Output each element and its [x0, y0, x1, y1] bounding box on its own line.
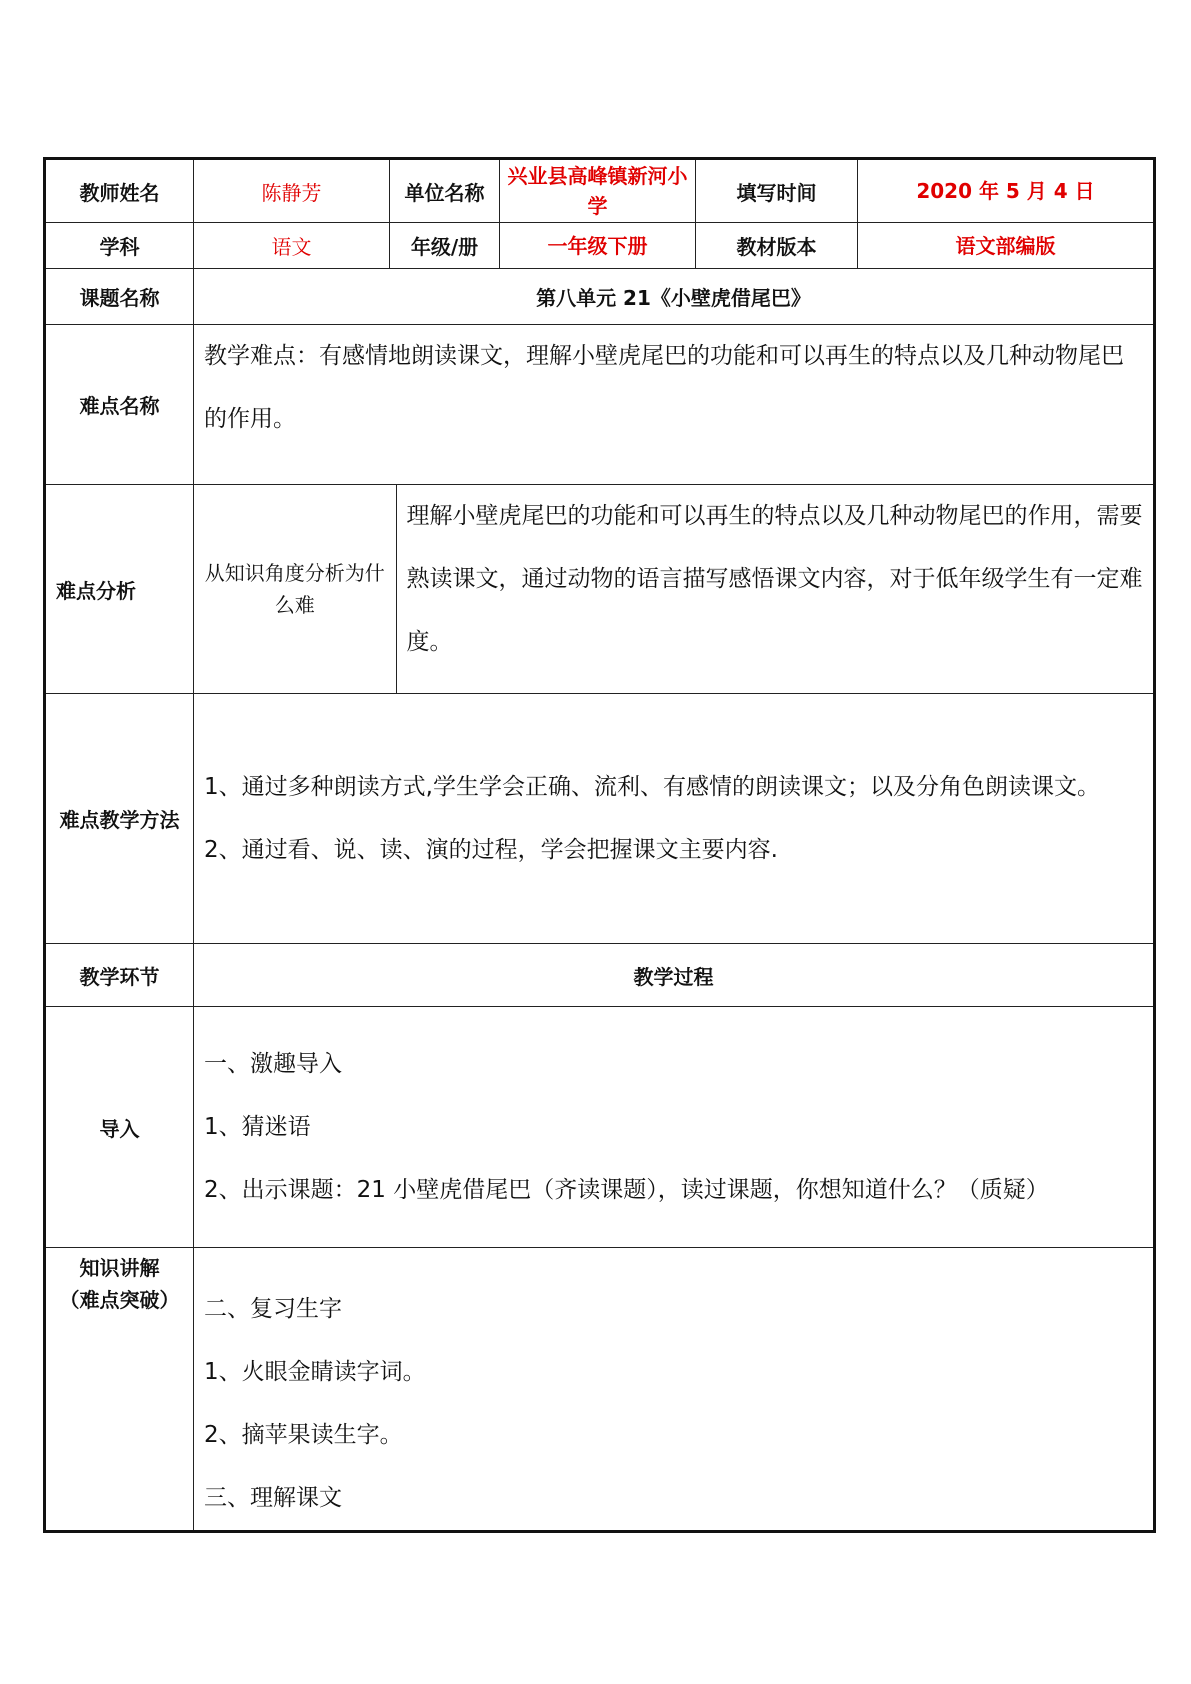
analysis-sub-label: 从知识角度分析为什么难 [194, 485, 396, 693]
grade-label: 年级/册 [390, 223, 500, 269]
grade-value: 一年级下册 [500, 223, 696, 269]
time-label: 填写时间 [696, 159, 858, 223]
knowledge-label-line-2: （难点突破） [59, 1288, 180, 1312]
topic-label: 课题名称 [45, 269, 194, 325]
header-row-2 [45, 223, 1155, 269]
process-label: 教学过程 [194, 944, 1155, 1007]
teacher-value: 陈静芳 [194, 159, 390, 223]
analysis-row [45, 485, 1155, 694]
teacher-label: 教师姓名 [45, 159, 194, 223]
intro-cell [194, 1007, 1155, 1248]
intro-line-3: 2、出示课题：21 小壁虎借尾巴（齐读课题），读过课题，你想知道什么？（质疑） [204, 1176, 1049, 1203]
time-value: 2020 年 5 月 4 日 [858, 159, 1155, 223]
topic-value: 第八单元 21《小壁虎借尾巴》 [194, 269, 1155, 325]
method-cell [194, 694, 1155, 944]
knowledge-line-3: 2、摘苹果读生字。 [204, 1422, 403, 1448]
lesson-plan-page [43, 157, 1153, 1533]
difficulty-label: 难点名称 [45, 325, 194, 485]
topic-row [45, 269, 1155, 325]
difficulty-text: 教学难点：有感情地朗读课文，理解小壁虎尾巴的功能和可以再生的特点以及几种动物尾巴的作用。 [194, 325, 1155, 485]
header-row-1 [45, 159, 1155, 223]
intro-label: 导入 [45, 1007, 194, 1248]
analysis-label: 难点分析 [45, 485, 194, 694]
subject-value: 语文 [194, 223, 390, 269]
analysis-cell [194, 485, 1155, 694]
stage-label: 教学环节 [45, 944, 194, 1007]
method-line-1: 1、通过多种朗读方式,学生学会正确、流利、有感情的朗读课文；以及分角色朗读课文。 [204, 773, 1100, 800]
knowledge-cell [194, 1248, 1155, 1532]
intro-line-2: 1、猜迷语 [204, 1113, 311, 1140]
edition-value: 语文部编版 [858, 223, 1155, 269]
intro-line-1: 一、激趣导入 [204, 1050, 342, 1077]
intro-row [45, 1007, 1155, 1248]
subject-label: 学科 [45, 223, 194, 269]
lesson-plan-table [43, 157, 1156, 1533]
difficulty-row [45, 325, 1155, 485]
analysis-inner-table [194, 485, 1153, 693]
knowledge-label [45, 1248, 194, 1532]
method-row [45, 694, 1155, 944]
unit-value: 兴业县高峰镇新河小学 [500, 159, 696, 223]
process-header-row [45, 944, 1155, 1007]
knowledge-label-line-1: 知识讲解 [79, 1256, 160, 1280]
knowledge-line-4: 三、理解课文 [204, 1485, 342, 1511]
knowledge-line-1: 二、复习生字 [204, 1296, 342, 1322]
analysis-text: 理解小壁虎尾巴的功能和可以再生的特点以及几种动物尾巴的作用，需要熟读课文，通过动物的语言描写感悟课文内容，对于低年级学生有一定难度。 [406, 503, 1143, 655]
method-line-2: 2、通过看、说、读、演的过程，学会把握课文主要内容. [204, 836, 778, 863]
knowledge-line-2: 1、火眼金睛读字词。 [204, 1359, 426, 1385]
unit-label: 单位名称 [390, 159, 500, 223]
method-label: 难点教学方法 [45, 694, 194, 944]
edition-label: 教材版本 [696, 223, 858, 269]
knowledge-row [45, 1248, 1155, 1532]
